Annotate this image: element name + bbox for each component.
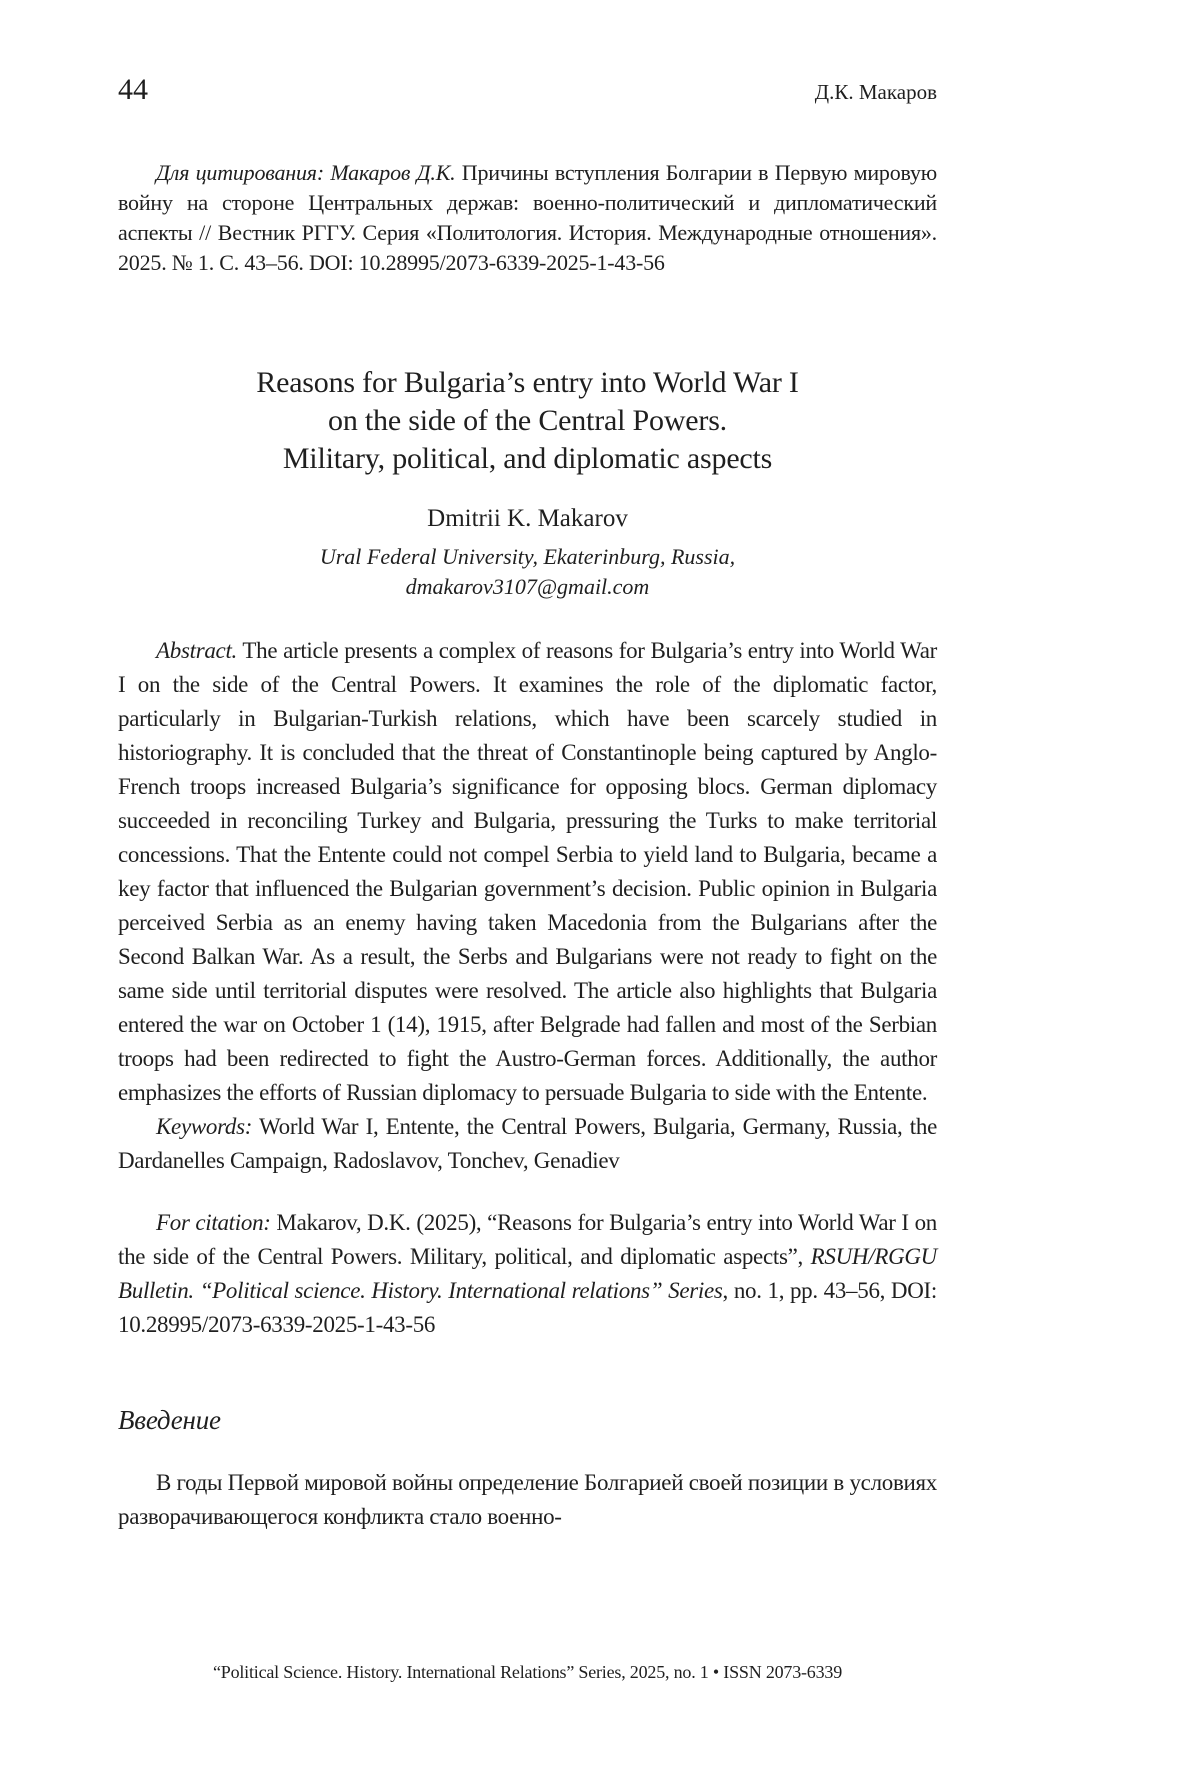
page-header [118,0,937,108]
page-number: 44 [118,73,148,106]
section-heading-introduction: Введение [118,1405,221,1435]
keywords-paragraph: Keywords: World War I, Entente, the Central Powers, Bulgaria, Germany, Russia, the Dardanelles Campaign, Radoslavov, Tonchev, Genadiev [118,1114,937,1173]
author-email: dmakarov3107@gmail.com [405,574,650,599]
intro-paragraph: В годы Первой мировой войны определение Болгарией своей позиции в условиях разворачивающегося конфликта стало военно- [118,1470,937,1529]
author-affiliation: Ural Federal University, Ekaterinburg, Russia, [319,544,736,569]
abstract-paragraph: Abstract. The article presents a complex of reasons for Bulgaria’s entry into World War I on the side of the Central Powers. It examines the role of the diplomatic factor, particularly in Bulgarian-Turkish relations, which have been scarcely studied in historiography. It is concluded that the threat of Constantinople being captured by Anglo-French troops increased Bulgaria’s significance for opposing blocs. German diplomacy succeeded in reconciling Turkey and Bulgaria, pressuring the Turks to make territorial concessions. That the Entente could not compel Serbia to yield land to Bulgaria, became a key factor that influenced the Bulgarian government’s decision. Public opinion in Bulgaria perceived Serbia as an enemy having taken Macedonia from the Bulgarians after the Second Balkan War. As a result, the Serbs and Bulgarians were not ready to fight on the same side until territorial disputes were resolved. The article also highlights that Bulgaria entered the war on October 1 (14), 1915, after Belgrade had fallen and most of the Serbian troops had been redirected to fight the Austro-German forces. Additionally, the author emphasizes the efforts of Russian diplomacy to persuade Bulgaria to side with the Entente. [118,638,937,1105]
running-head-author: Д.К. Макаров [814,80,937,104]
author-name: Dmitrii K. Makarov [427,505,628,532]
for-citation-paragraph: For citation: Makarov, D.K. (2025), “Reasons for Bulgaria’s entry into World War I on the side of the Central Powers. Military, political, and diplomatic aspects”, RSUH/RGGU Bulletin. “Political science. History. International relations” Series, no. 1, pp. 43–56, DOI: 10.28995/2073-6339-2025-1-43-56 [118,1210,937,1337]
journal-footer-line: “Political Science. History. International Relations” Series, 2025, no. 1 • ISSN 2073-6339 [212,1662,843,1682]
article-title: Reasons for Bulgaria’s entry into World War I on the side of the Central Powers. Military, political, and diplomatic aspects [256,366,799,475]
russian-citation-paragraph: Для цитирования: Макаров Д.К. Причины вступления Болгарии в Первую мировую войну на стороне Центральных держав: военно-политический и дипломатический аспекты // Вестник РГГУ. Серия «Политология. История. Международные отношения». 2025. № 1. С. 43–56. DOI: 10.28995/2073-6339-2025-1-43-56 [118,160,937,275]
